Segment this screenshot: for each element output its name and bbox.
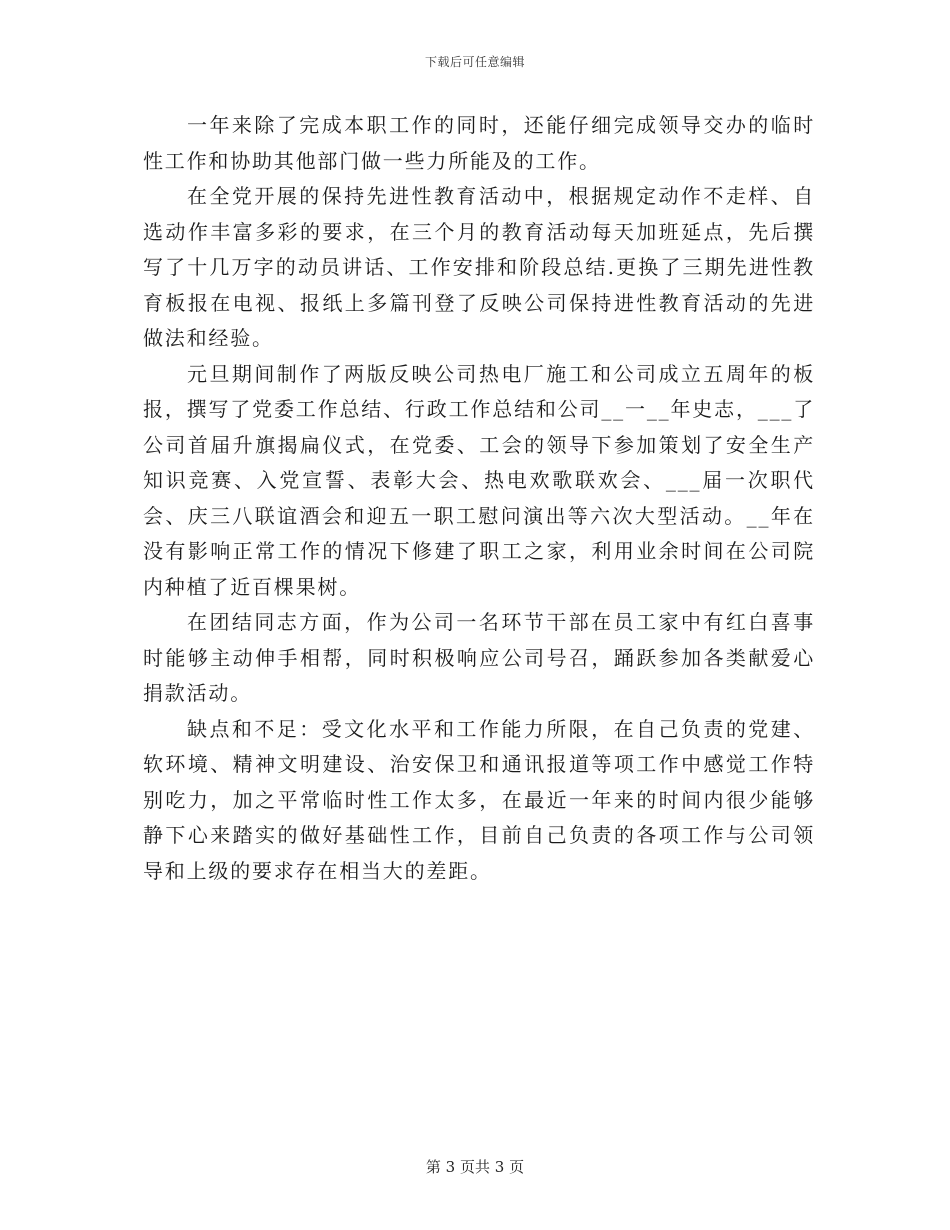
paragraph-education-activity: 在全党开展的保持先进性教育活动中，根据规定动作不走样、自选动作丰富多彩的要求，在三个月的教育活动每天加班延点，先后撰写了十几万字的动员讲话、工作安排和阶段总结.更换了三期先进性教育板报在电视、报纸上多篇刊登了反映公司保持进性教育活动的先进做法和经验。 (143, 184, 815, 350)
paragraph-extra-work: 一年来除了完成本职工作的同时，还能仔细完成领导交办的临时性工作和协助其他部门做一些力所能及的工作。 (143, 113, 815, 173)
page-header: 下载后可任意编辑 (424, 55, 525, 69)
page-footer: 第 3 页共 3 页 (425, 1158, 525, 1176)
paragraph-shortcomings: 缺点和不足：受文化水平和工作能力所限，在自己负责的党建、软环境、精神文明建设、治安保卫和通讯报道等项工作中感觉工作特别吃力，加之平常临时性工作太多，在最近一年来的时间内很少能够静下心来踏实的做好基础性工作，目前自己负责的各项工作与公司领导和上级的要求存在相当大的差距。 (143, 716, 815, 883)
paragraph-events: 元旦期间制作了两版反映公司热电厂施工和公司成立五周年的板报，撰写了党委工作总结、行政工作总结和公司__一__年史志，___了公司首届升旗揭扁仪式，在党委、工会的领导下参加策划了安全生产知识竞赛、入党宣誓、表彰大会、热电欢歌联欢会、___届一次职代会、庆三八联谊酒会和迎五一职工慰问演出等六次大型活动。__年在没有影响正常工作的情况下修建了职工之家，利用业余时间在公司院内种植了近百棵果树。 (143, 361, 815, 599)
document-body (143, 108, 815, 889)
paragraph-solidarity: 在团结同志方面，作为公司一名环节干部在员工家中有红白喜事时能够主动伸手相帮，同时积极响应公司号召，踊跃参加各类献爱心捐款活动。 (143, 610, 815, 705)
